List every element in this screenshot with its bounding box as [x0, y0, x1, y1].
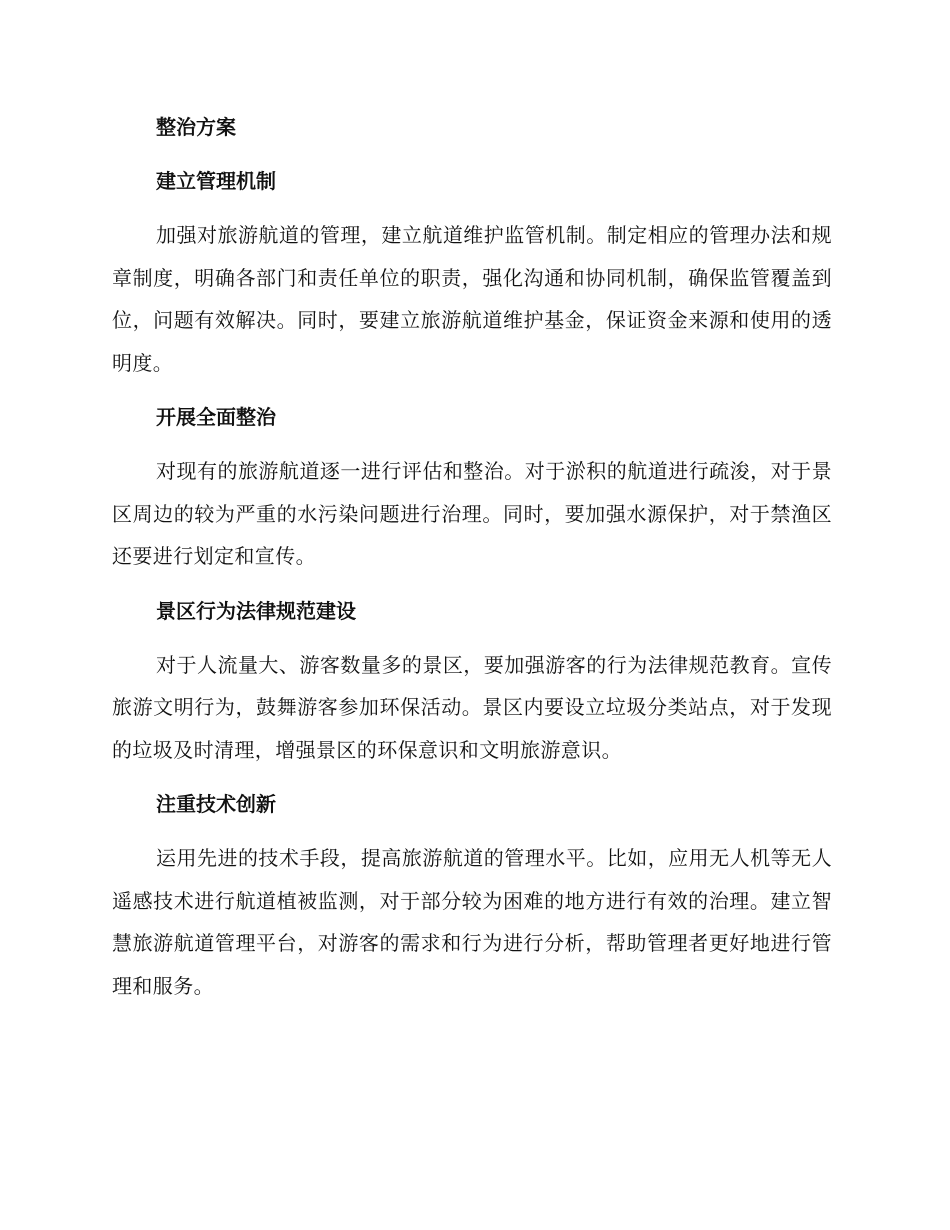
section-body-conduct: 对于人流量大、游客数量多的景区，要加强游客的行为法律规范教育。宣传旅游文明行为，鼓舞游客参加环保活动。景区内要设立垃圾分类站点，对于发现的垃圾及时清理，增强景区的环保意识和文明旅游意识。	[112, 652, 832, 762]
section-body-innovation: 运用先进的技术手段，提高旅游航道的管理水平。比如，应用无人机等无人遥感技术进行航道植被监测，对于部分较为困难的地方进行有效的治理。建立智慧旅游航道管理平台，对游客的需求和行为进行分析，帮助管理者更好地进行管理和服务。	[112, 846, 832, 998]
section-body-remediation: 对现有的旅游航道逐一进行评估和整治。对于淤积的航道进行疏浚，对于景区周边的较为严重的水污染问题进行治理。同时，要加强水源保护，对于禁渔区还要进行划定和宣传。	[112, 459, 832, 568]
section-heading-conduct: 景区行为法律规范建设	[156, 598, 356, 623]
document-title: 整治方案	[156, 115, 236, 139]
document-body	[112, 106, 832, 1019]
section-heading-remediation: 开展全面整治	[156, 405, 276, 429]
section-heading-management: 建立管理机制	[156, 169, 276, 193]
section-heading-innovation: 注重技术创新	[156, 792, 276, 816]
section-body-management: 加强对旅游航道的管理，建立航道维护监管机制。制定相应的管理办法和规章制度，明确各部门和责任单位的职责，强化沟通和协同机制，确保监管覆盖到位，问题有效解决。同时，要建立旅游航道维护基金，保证资金来源和使用的透明度。	[112, 223, 832, 375]
